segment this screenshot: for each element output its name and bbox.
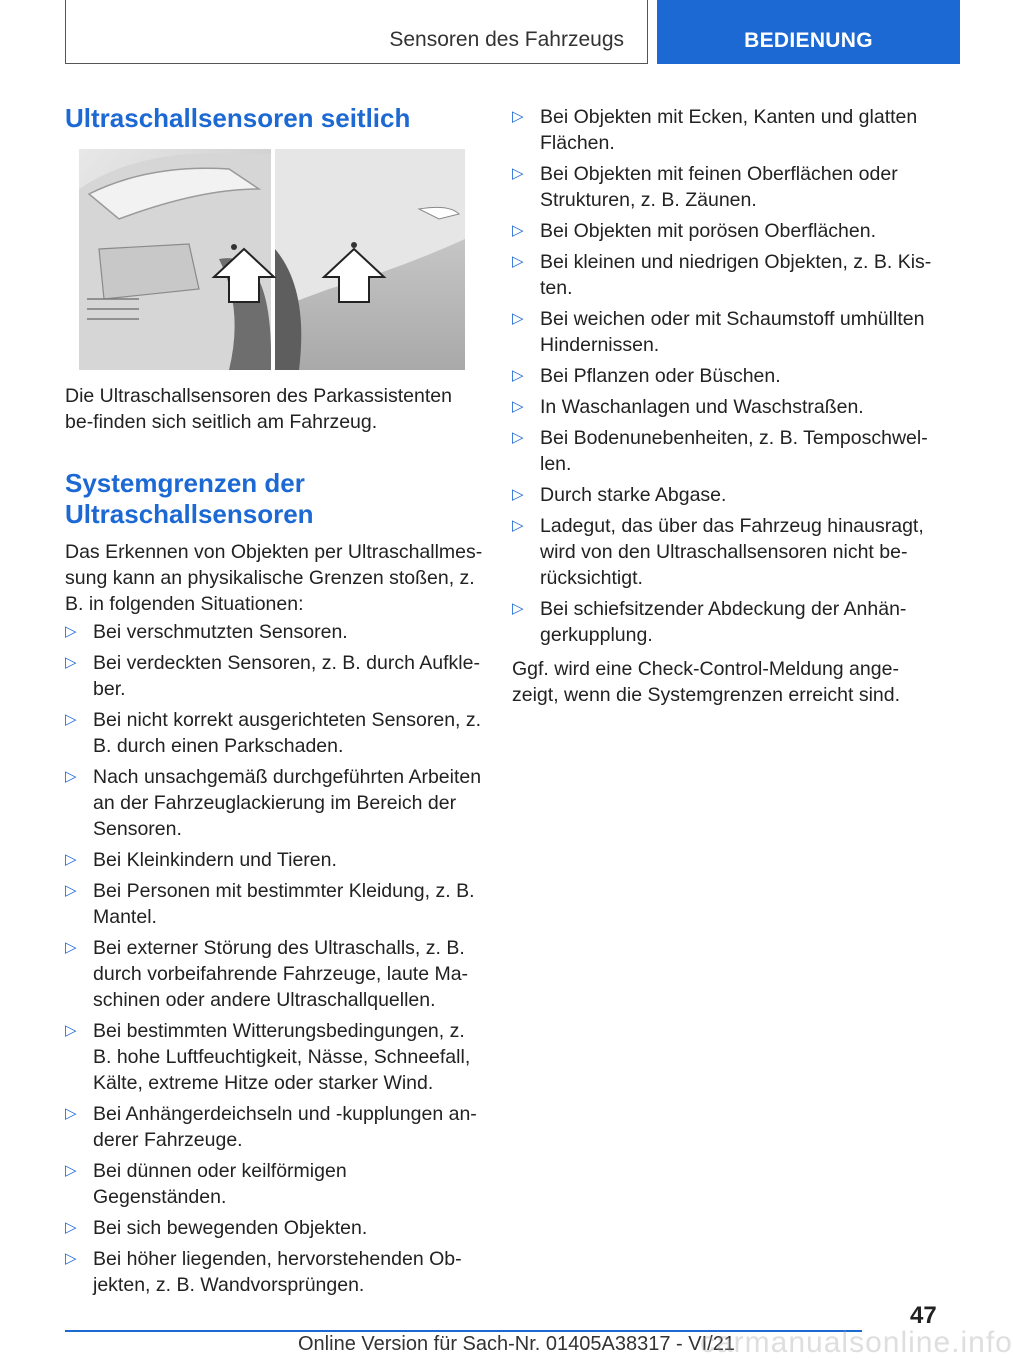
list-item (65, 1018, 485, 1096)
bullet-triangle-icon: ▷ (65, 1250, 77, 1267)
bullet-triangle-icon: ▷ (512, 108, 524, 125)
list-item (512, 596, 932, 648)
list-item (512, 249, 932, 301)
list-item (512, 482, 932, 508)
list-item-text: Bei Pflanzen oder Büschen. (540, 365, 781, 387)
list-item-text: Bei verdeckten Sensoren, z. B. durch Aufkle-ber. (93, 652, 480, 700)
list-item-text: Bei Objekten mit Ecken, Kanten und glatten Flächen. (540, 106, 918, 154)
bullet-triangle-icon: ▷ (512, 398, 524, 415)
list-item (65, 1101, 485, 1153)
limits-list-left (65, 619, 485, 1303)
list-item-text: Nach unsachgemäß durchgeführten Arbeiten an der Fahrzeuglackierung im Bereich der Sensoren. (93, 766, 482, 840)
list-item-text: Bei kleinen und niedrigen Objekten, z. B. Kis-ten. (540, 251, 932, 299)
list-item (65, 764, 485, 842)
list-item-text: Bei Kleinkindern und Tieren. (93, 849, 337, 871)
list-item (512, 425, 932, 477)
sensor-location-figure (79, 149, 465, 370)
bullet-triangle-icon: ▷ (65, 882, 77, 899)
side-sensors-paragraph: Die Ultraschallsensoren des Parkassistenten be-finden sich seitlich am Fahrzeug. (65, 385, 452, 433)
list-item-text: Bei weichen oder mit Schaumstoff umhüllten Hindernissen. (540, 308, 925, 356)
list-item (65, 847, 485, 873)
list-item-text: Ladegut, das über das Fahrzeug hinausragt, wird von den Ultraschallsensoren nicht be-rücksichtigt. (540, 515, 924, 589)
list-item-text: Bei bestimmten Witterungsbedingungen, z. B. hohe Luftfeuchtigkeit, Nässe, Schneefall, Kälte, extreme Hitze oder starker Wind. (93, 1020, 471, 1094)
list-item (65, 1215, 485, 1241)
limits-list-right (512, 104, 932, 653)
bullet-triangle-icon: ▷ (65, 654, 77, 671)
list-item-text: Bei Objekten mit feinen Oberflächen oder Strukturen, z. B. Zäunen. (540, 163, 898, 211)
bullet-triangle-icon: ▷ (512, 165, 524, 182)
header-section-title: Sensoren des Fahrzeugs (389, 28, 624, 51)
section-title-system-limits: Systemgrenzen der Ultraschallsensoren (65, 468, 314, 529)
list-item-text: Bei schiefsitzender Abdeckung der Anhän-gerkupplung. (540, 598, 907, 646)
list-item-text: Bei dünnen oder keilförmigen Gegenständen. (93, 1160, 347, 1208)
bullet-triangle-icon: ▷ (512, 517, 524, 534)
footer-version-text: Online Version für Sach-Nr. 01405A38317 - VI/21 (298, 1333, 735, 1355)
watermark-text: carmanualsonline.info (700, 1326, 1013, 1359)
list-item (65, 1158, 485, 1210)
list-item (512, 363, 932, 389)
list-item (65, 650, 485, 702)
bullet-triangle-icon: ▷ (512, 486, 524, 503)
list-item (65, 707, 485, 759)
list-item-text: Bei Personen mit bestimmter Kleidung, z. B. Mantel. (93, 880, 475, 928)
bullet-triangle-icon: ▷ (65, 623, 77, 640)
bullet-triangle-icon: ▷ (65, 1105, 77, 1122)
list-item (512, 306, 932, 358)
list-item (512, 104, 932, 156)
closing-paragraph: Ggf. wird eine Check-Control-Meldung ange-zeigt, wenn die Systemgrenzen erreicht sind. (512, 658, 901, 706)
list-item-text: In Waschanlagen und Waschstraßen. (540, 396, 864, 418)
chapter-tab[interactable]: BEDIENUNG (657, 0, 960, 64)
list-item (65, 935, 485, 1013)
list-item (65, 878, 485, 930)
bullet-triangle-icon: ▷ (65, 939, 77, 956)
list-item (65, 1246, 485, 1298)
rear-corner-icon (275, 149, 465, 370)
list-item-text: Bei sich bewegenden Objekten. (93, 1217, 368, 1239)
bullet-triangle-icon: ▷ (512, 253, 524, 270)
list-item-text: Bei Objekten mit porösen Oberflächen. (540, 220, 877, 242)
list-item (512, 394, 932, 420)
section-title-side-sensors: Ultraschallsensoren seitlich (65, 103, 411, 133)
list-item-text: Bei externer Störung des Ultraschalls, z. B. durch vorbeifahrende Fahrzeuge, laute Ma-schinen oder andere Ultraschallquellen. (93, 937, 469, 1011)
list-item (512, 513, 932, 591)
list-item-text: Bei Anhängerdeichseln und -kupplungen an-derer Fahrzeuge. (93, 1103, 477, 1151)
bullet-triangle-icon: ▷ (65, 768, 77, 785)
page-number: 47 (910, 1302, 937, 1329)
list-item-text: Durch starke Abgase. (540, 484, 727, 506)
bullet-triangle-icon: ▷ (512, 600, 524, 617)
bullet-triangle-icon: ▷ (512, 222, 524, 239)
bullet-triangle-icon: ▷ (65, 851, 77, 868)
bullet-triangle-icon: ▷ (65, 1219, 77, 1236)
bullet-triangle-icon: ▷ (512, 429, 524, 446)
list-item-text: Bei höher liegenden, hervorstehenden Ob-jekten, z. B. Wandvorsprüngen. (93, 1248, 462, 1296)
system-limits-intro: Das Erkennen von Objekten per Ultraschallmes-sung kann an physikalische Grenzen stoßen, z. B. in folgenden Situationen: (65, 541, 483, 615)
list-item (65, 619, 485, 645)
list-item-text: Bei verschmutzten Sensoren. (93, 621, 348, 643)
bullet-triangle-icon: ▷ (65, 1162, 77, 1179)
bullet-triangle-icon: ▷ (512, 310, 524, 327)
bullet-triangle-icon: ▷ (512, 367, 524, 384)
bullet-triangle-icon: ▷ (65, 1022, 77, 1039)
list-item-text: Bei Bodenunebenheiten, z. B. Temposchwel-len. (540, 427, 928, 475)
list-item (512, 161, 932, 213)
list-item (512, 218, 932, 244)
bullet-triangle-icon: ▷ (65, 711, 77, 728)
car-sensor-illustration (79, 149, 465, 370)
list-item-text: Bei nicht korrekt ausgerichteten Sensoren, z. B. durch einen Parkschaden. (93, 709, 482, 757)
